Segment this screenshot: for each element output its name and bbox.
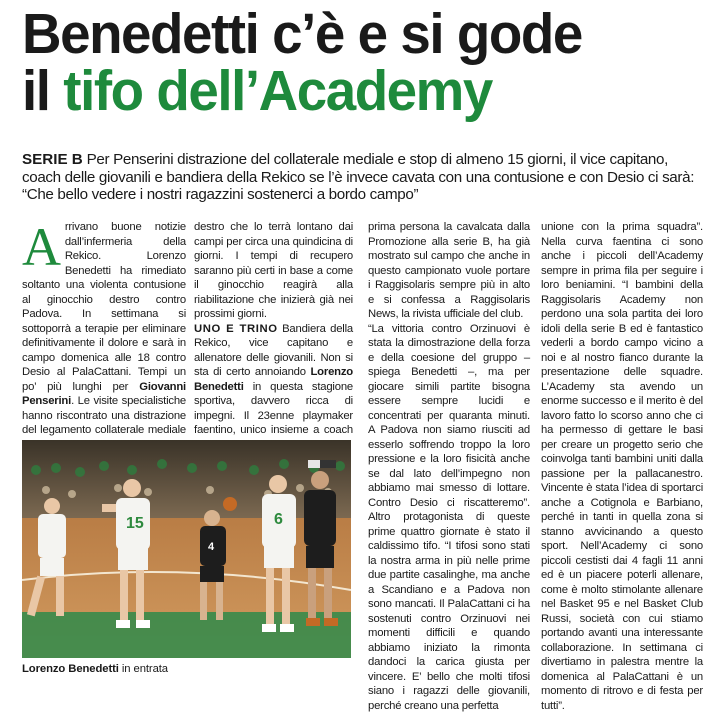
headline-line-1: Benedetti c’è e si gode [22,6,675,63]
article-column-3 [368,220,530,713]
paragraph-academy: unione con la prima squadra”. Nella curva faentina ci sono anche i piccoli dell’Academy sempre in prima fila per seguire i loro beniamini. “I bambini della Raggisolaris Academy non perdono una sola partita dei loro idoli della serie B ed è fantastico vederli a bordo campo vicino a noi e al nostro fianco durante la presentazione delle squadre. L’Academy sta avendo un enorme successo e il merito è del lavoro fatto lo scorso anno che ci ha permesso di gettare le basi per creare un progetto serio che coinvolga tanti bambini uniti dalla passione per la pallacanestro. Vincente è stata l’idea di sportarci anche a Cotignola e Barbiano, perché in tanti in quella zona si stanno avvicinando a questo sport. Nell’Academy ci sono piccoli cestisti dai 4 fagli 11 anni ed è un piacere poterli allenare, come è molto stimolante allenare nel Basket 95 e nel Basket Club Russi, società con cui stiamo portando avanti una interessante collaborazione. In settimana ci divertiamo in palestra mentre la domenica al PalaCattani è un momento di ritrovo e di festa per tutti”. [541,220,703,713]
jersey-15: 15 [126,515,144,532]
headline-accent: tifo dell’Academy [63,59,492,123]
section-kicker: SERIE B [22,151,83,168]
article-summary [22,151,700,204]
paragraph-uno-e-trino-b: in questa stagione sportiva, davvero ricca di impegni. Il 23enne playmaker faentino, unico insieme a coach [194,381,353,451]
lead-text: rrivano buone notizie dall’infermeria della Rekico. Lorenzo Benedetti ha rimediato soltanto una violenta contusione al ginocchio destro contro Padova. In settimana si sottoporrà a terapie per eliminare definitivamente il dolore e sarà in campo domenica alle 18 contro Desio al PalaCattani. Tempi un po’ più lunghi per [22,221,186,393]
penserini-name: Giovanni Penserini [22,381,186,408]
paragraph-recovery: destro che lo terrà lontano dai campi per circa una quindicina di giorni. I tempi di recupero saranno più certi in base a come il ginocchio reagirà alla riabilitazione che inizierà già nei prossimi giorni. [194,220,353,322]
caption-text: in entrata [119,663,168,675]
paragraph-uno-e-trino [194,322,353,453]
jersey-6: 6 [274,511,283,528]
photo-caption [22,662,352,676]
paragraph-quote: “La vittoria contro Orzinuovi è stata la dimostrazione della forza e della coesione del gruppo – spiega Benedetti –, ma per giocare simili partite bisogna essere sempre lucidi e concentrati per quaranta minuti. A Padova non siamo riusciti ad esserlo soffrendo troppo la loro pressione e la loro fisicità anche se dal lato dell’impegno non abbiamo mai smesso di lottare. Contro Desio ci riscatteremo”. Altro protagonista di queste prime quattro giornate è stato il caldissimo tifo. “I tifosi sono stati la nostra arma in più nelle prime due partite casalinghe, ma anche a Scandiano e a Padova non sono mancati. Il PalaCattani ci ha sostenuti contro Orzinuovi nei momenti difficili e quando abbiamo iniziato la rimonta dandoci la carica giusta per vincere. E’ bello che molti tifosi siano i ragazzi delle giovanili, perché creano una perfetta [368,322,530,713]
drop-cap: A [22,222,65,268]
basketball-photo [22,440,351,658]
paragraph-cavalcata: prima persona la cavalcata dalla Promozione alla serie B, ha già mostrato sul campo che anche in questo campionato vuole portare i Raggisolaris sempre più in alto e si confessa a Raggisolaris News, la rivista ufficiale del club. [368,220,530,322]
summary-text: Per Penserini distrazione del collaterale mediale e stop di almeno 15 giorni, il vice capitano, coach delle giovanili e bandiera della Rekico se l’è invece cavata con una contusione e con Desio ci sarà: “Che bello vedere i nostri ragazzini sostenerci a bordo campo” [22,151,694,203]
jersey-4: 4 [208,541,215,553]
lead-paragraph [22,220,186,452]
subhead-uno-e-trino: UNO E TRINO [194,323,278,335]
caption-name: Lorenzo Benedetti [22,663,119,675]
paragraph-uno-e-trino-a: Bandiera della Rekico, vice capitano e allenatore delle giovanili. Non si sta di certo annoiando [194,323,353,379]
headline-line-2-plain: il [22,59,63,123]
article-column-1 [22,220,186,452]
headline-line-2 [22,63,675,120]
article-column-2 [194,220,353,452]
benedetti-name: Lorenzo Benedetti [194,366,353,393]
lead-text-end: . Le visite specialistiche hanno riscontrato una distrazione del legamento collaterale mediale [22,395,186,451]
photo-illustration [22,440,351,658]
article-column-4 [541,220,703,713]
headline [22,6,675,120]
